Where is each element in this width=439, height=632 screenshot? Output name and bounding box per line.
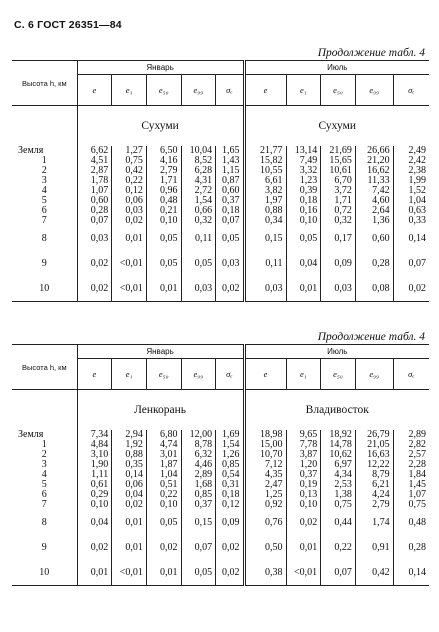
- table1-continuation-title: Продолжение табл. 4: [317, 47, 425, 59]
- value-cell: 26,66: [355, 146, 393, 156]
- height-cell: Земля: [18, 429, 44, 440]
- height-cell: 8: [41, 516, 47, 528]
- value-cell: 0,22: [146, 490, 181, 500]
- height-column-header: Высота h, км: [12, 345, 77, 390]
- value-cell: 0,07: [216, 216, 244, 226]
- value-cell: 1,23: [286, 176, 321, 186]
- value-cell: 0,15: [244, 226, 286, 251]
- value-cell: 1,68: [181, 480, 216, 490]
- value-cell: 0,03: [216, 251, 244, 276]
- value-cell: 2,82: [393, 440, 429, 450]
- value-cell: 0,02: [77, 535, 112, 560]
- value-cell: 10,04: [181, 146, 216, 156]
- value-cell: 6,61: [244, 176, 286, 186]
- table-row: [12, 176, 429, 186]
- value-cell: 0,21: [146, 206, 181, 216]
- value-cell: 4,34: [321, 470, 356, 480]
- subcolumn-header: e₅₀: [146, 359, 181, 390]
- subcolumn-header: σₑ: [393, 75, 429, 106]
- height-cell: 1: [41, 439, 47, 450]
- value-cell: 15,82: [244, 156, 286, 166]
- value-cell: 0,02: [112, 500, 147, 510]
- table-row: [12, 460, 429, 470]
- subcolumn-header: e₉₉: [181, 75, 216, 106]
- value-cell: 26,79: [355, 430, 393, 440]
- value-cell: 15,65: [321, 156, 356, 166]
- value-cell: 0,66: [181, 206, 216, 216]
- table-row: [12, 251, 429, 276]
- value-cell: 0,02: [286, 510, 321, 535]
- height-cell: 2: [41, 165, 47, 176]
- value-cell: 0,07: [181, 535, 216, 560]
- value-cell: 3,72: [321, 186, 356, 196]
- january-header: Январь: [77, 61, 244, 75]
- value-cell: 0,60: [77, 196, 112, 206]
- value-cell: 1,20: [286, 460, 321, 470]
- value-cell: 0,42: [355, 560, 393, 586]
- value-cell: 0,29: [77, 490, 112, 500]
- value-cell: 0,10: [286, 216, 321, 226]
- value-cell: 1,71: [321, 196, 356, 206]
- value-cell: 2,57: [393, 450, 429, 460]
- value-cell: 1,11: [77, 470, 112, 480]
- value-cell: 0,05: [181, 251, 216, 276]
- value-cell: 10,70: [244, 450, 286, 460]
- height-cell: 1: [41, 155, 47, 166]
- value-cell: 0,60: [216, 186, 244, 196]
- value-cell: 0,96: [146, 186, 181, 196]
- value-cell: 0,18: [216, 490, 244, 500]
- value-cell: 9,65: [286, 430, 321, 440]
- value-cell: 1,87: [146, 460, 181, 470]
- value-cell: 0,37: [286, 470, 321, 480]
- table-row: [12, 226, 429, 251]
- value-cell: 6,62: [77, 146, 112, 156]
- value-cell: 4,31: [181, 176, 216, 186]
- value-cell: 1,15: [216, 166, 244, 176]
- value-cell: 8,79: [355, 470, 393, 480]
- value-cell: 0,54: [216, 470, 244, 480]
- value-cell: 0,34: [244, 216, 286, 226]
- value-cell: 7,49: [286, 156, 321, 166]
- value-cell: 21,05: [355, 440, 393, 450]
- table-row: [12, 500, 429, 510]
- height-cell: 8: [41, 232, 47, 244]
- value-cell: 0,02: [112, 216, 147, 226]
- value-cell: 0,18: [216, 206, 244, 216]
- value-cell: 0,72: [321, 206, 356, 216]
- subcolumn-header: σₑ: [216, 75, 244, 106]
- height-cell: 6: [41, 205, 47, 216]
- value-cell: 0,85: [216, 460, 244, 470]
- height-cell: 5: [41, 479, 47, 490]
- value-cell: 1,43: [216, 156, 244, 166]
- value-cell: 4,51: [77, 156, 112, 166]
- height-cell: 4: [41, 185, 47, 196]
- value-cell: 0,63: [393, 206, 429, 216]
- value-cell: 0,48: [146, 196, 181, 206]
- value-cell: 4,46: [181, 460, 216, 470]
- table-row: [12, 470, 429, 480]
- subcolumn-header: e: [77, 75, 112, 106]
- subcolumn-header: e₁: [286, 359, 321, 390]
- value-cell: 3,82: [244, 186, 286, 196]
- table-row: [12, 166, 429, 176]
- value-cell: 3,87: [286, 450, 321, 460]
- value-cell: 0,02: [216, 276, 244, 302]
- height-cell: 7: [41, 499, 47, 510]
- subcolumn-header: e₅₀: [146, 75, 181, 106]
- subcolumn-header: e₅₀: [321, 75, 356, 106]
- value-cell: 2,89: [181, 470, 216, 480]
- value-cell: 0,50: [244, 535, 286, 560]
- value-cell: 4,84: [77, 440, 112, 450]
- value-cell: 0,08: [355, 276, 393, 302]
- value-cell: 0,02: [77, 251, 112, 276]
- value-cell: 1,26: [216, 450, 244, 460]
- value-cell: 2,49: [393, 146, 429, 156]
- value-cell: 0,07: [393, 251, 429, 276]
- value-cell: 2,38: [393, 166, 429, 176]
- subcolumn-header: e₁: [112, 359, 147, 390]
- value-cell: 0,03: [321, 276, 356, 302]
- subcolumn-header: e: [244, 359, 286, 390]
- value-cell: 1,38: [321, 490, 356, 500]
- value-cell: 0,05: [216, 226, 244, 251]
- value-cell: 1,04: [393, 196, 429, 206]
- height-cell: 7: [41, 215, 47, 226]
- value-cell: 2,94: [112, 430, 147, 440]
- value-cell: 8,78: [181, 440, 216, 450]
- value-cell: 6,97: [321, 460, 356, 470]
- value-cell: 0,01: [286, 276, 321, 302]
- value-cell: 0,88: [112, 450, 147, 460]
- value-cell: 6,32: [181, 450, 216, 460]
- table-row: [12, 480, 429, 490]
- value-cell: 0,09: [216, 510, 244, 535]
- value-cell: 12,00: [181, 430, 216, 440]
- value-cell: 0,31: [216, 480, 244, 490]
- value-cell: 2,89: [393, 430, 429, 440]
- value-cell: 7,12: [244, 460, 286, 470]
- value-cell: 12,22: [355, 460, 393, 470]
- value-cell: 1,78: [77, 176, 112, 186]
- city-label-january: Сухуми: [77, 106, 244, 147]
- value-cell: 3,32: [286, 166, 321, 176]
- table-row: [12, 535, 429, 560]
- value-cell: 0,01: [112, 510, 147, 535]
- value-cell: 0,38: [244, 560, 286, 586]
- value-cell: 10,61: [321, 166, 356, 176]
- value-cell: 0,19: [286, 480, 321, 490]
- value-cell: 0,10: [77, 500, 112, 510]
- value-cell: 0,92: [244, 500, 286, 510]
- value-cell: 18,92: [321, 430, 356, 440]
- value-cell: 18,98: [244, 430, 286, 440]
- value-cell: 0,17: [321, 226, 356, 251]
- value-cell: 0,03: [77, 226, 112, 251]
- value-cell: 0,33: [393, 216, 429, 226]
- height-column-header: Высота h, км: [12, 61, 77, 106]
- table-row: [12, 186, 429, 196]
- height-cell: 3: [41, 175, 47, 186]
- value-cell: 0,28: [393, 535, 429, 560]
- value-cell: 6,21: [355, 480, 393, 490]
- height-cell: 9: [41, 541, 47, 553]
- height-cell: 9: [41, 257, 47, 269]
- value-cell: 0,28: [77, 206, 112, 216]
- value-cell: 0,05: [146, 510, 181, 535]
- value-cell: 0,12: [216, 500, 244, 510]
- value-cell: 0,37: [181, 500, 216, 510]
- value-cell: 0,07: [77, 216, 112, 226]
- value-cell: 0,15: [181, 510, 216, 535]
- value-cell: 1,07: [393, 490, 429, 500]
- value-cell: 21,20: [355, 156, 393, 166]
- empty-cell: [12, 390, 77, 431]
- value-cell: 0,28: [355, 251, 393, 276]
- value-cell: 0,03: [181, 276, 216, 302]
- value-cell: 6,70: [321, 176, 356, 186]
- value-cell: <0,01: [286, 560, 321, 586]
- value-cell: 0,16: [286, 206, 321, 216]
- value-cell: 0,03: [244, 276, 286, 302]
- value-cell: 4,24: [355, 490, 393, 500]
- value-cell: 1,92: [112, 440, 147, 450]
- value-cell: 1,54: [181, 196, 216, 206]
- value-cell: 0,04: [112, 490, 147, 500]
- height-cell: 2: [41, 449, 47, 460]
- value-cell: 0,04: [77, 510, 112, 535]
- value-cell: 0,05: [146, 226, 181, 251]
- value-cell: 0,61: [77, 480, 112, 490]
- table-row: [12, 490, 429, 500]
- value-cell: 0,02: [146, 535, 181, 560]
- value-cell: 21,69: [321, 146, 356, 156]
- value-cell: 0,02: [216, 560, 244, 586]
- value-cell: <0,01: [112, 560, 147, 586]
- value-cell: 0,02: [393, 276, 429, 302]
- value-cell: 2,28: [393, 460, 429, 470]
- value-cell: 0,01: [146, 560, 181, 586]
- value-cell: 0,60: [355, 226, 393, 251]
- value-cell: <0,01: [112, 251, 147, 276]
- value-cell: 0,22: [321, 535, 356, 560]
- value-cell: 1,65: [216, 146, 244, 156]
- value-cell: 1,07: [77, 186, 112, 196]
- value-cell: 0,05: [146, 251, 181, 276]
- value-cell: 13,14: [286, 146, 321, 156]
- value-cell: 0,01: [112, 535, 147, 560]
- value-cell: 2,72: [181, 186, 216, 196]
- value-cell: 1,90: [77, 460, 112, 470]
- value-cell: 2,42: [393, 156, 429, 166]
- value-cell: 0,03: [112, 206, 147, 216]
- subcolumn-header: e₁: [112, 75, 147, 106]
- value-cell: 4,16: [146, 156, 181, 166]
- value-cell: 1,99: [393, 176, 429, 186]
- subcolumn-header: e₉₉: [181, 359, 216, 390]
- table1: [12, 60, 429, 302]
- subcolumn-header: e₁: [286, 75, 321, 106]
- value-cell: 0,05: [181, 560, 216, 586]
- value-cell: 0,05: [286, 226, 321, 251]
- empty-cell: [12, 106, 77, 147]
- value-cell: 0,35: [112, 460, 147, 470]
- value-cell: 3,01: [146, 450, 181, 460]
- table-row: [12, 196, 429, 206]
- value-cell: 10,62: [321, 450, 356, 460]
- value-cell: 4,74: [146, 440, 181, 450]
- height-cell: 5: [41, 195, 47, 206]
- value-cell: 0,76: [244, 510, 286, 535]
- value-cell: 10,55: [244, 166, 286, 176]
- height-cell: 10: [12, 276, 77, 302]
- city-label-january: Ленкорань: [77, 390, 244, 431]
- value-cell: 6,50: [146, 146, 181, 156]
- value-cell: 2,47: [244, 480, 286, 490]
- table-row: [12, 276, 429, 302]
- value-cell: 21,77: [244, 146, 286, 156]
- table-row: [12, 510, 429, 535]
- height-cell: 6: [41, 489, 47, 500]
- january-header: Январь: [77, 345, 244, 359]
- value-cell: 0,04: [286, 251, 321, 276]
- value-cell: 0,48: [393, 510, 429, 535]
- table-row: [12, 216, 429, 226]
- value-cell: 6,80: [146, 430, 181, 440]
- value-cell: 1,54: [216, 440, 244, 450]
- value-cell: 2,64: [355, 206, 393, 216]
- value-cell: 11,33: [355, 176, 393, 186]
- city-row: [12, 106, 429, 147]
- height-cell: 10: [12, 560, 77, 586]
- value-cell: 0,02: [216, 535, 244, 560]
- value-cell: 0,39: [286, 186, 321, 196]
- value-cell: 1,84: [393, 470, 429, 480]
- value-cell: 1,71: [146, 176, 181, 186]
- value-cell: 1,04: [146, 470, 181, 480]
- value-cell: 0,14: [393, 226, 429, 251]
- subcolumn-header: e₉₉: [355, 75, 393, 106]
- value-cell: 1,52: [393, 186, 429, 196]
- value-cell: 2,79: [146, 166, 181, 176]
- value-cell: 0,88: [244, 206, 286, 216]
- subcolumn-header: e: [244, 75, 286, 106]
- value-cell: 1,25: [244, 490, 286, 500]
- value-cell: 8,52: [181, 156, 216, 166]
- value-cell: 1,27: [112, 146, 147, 156]
- value-cell: 3,10: [77, 450, 112, 460]
- value-cell: 7,78: [286, 440, 321, 450]
- value-cell: 0,32: [321, 216, 356, 226]
- height-cell: 3: [41, 459, 47, 470]
- value-cell: 0,13: [286, 490, 321, 500]
- value-cell: 1,97: [244, 196, 286, 206]
- value-cell: 0,32: [181, 216, 216, 226]
- value-cell: 2,79: [355, 500, 393, 510]
- value-cell: 0,10: [146, 500, 181, 510]
- value-cell: 0,01: [286, 535, 321, 560]
- value-cell: 0,10: [146, 216, 181, 226]
- height-cell: 4: [41, 469, 47, 480]
- value-cell: <0,01: [112, 276, 147, 302]
- july-header: Июль: [244, 61, 429, 75]
- value-cell: 1,74: [355, 510, 393, 535]
- subcolumn-header: σₑ: [216, 359, 244, 390]
- value-cell: 0,11: [181, 226, 216, 251]
- value-cell: 16,62: [355, 166, 393, 176]
- subcolumn-header: σₑ: [393, 359, 429, 390]
- value-cell: 14,78: [321, 440, 356, 450]
- value-cell: 0,11: [244, 251, 286, 276]
- subcolumn-header: e: [77, 359, 112, 390]
- value-cell: 0,91: [355, 535, 393, 560]
- value-cell: 1,36: [355, 216, 393, 226]
- value-cell: 6,28: [181, 166, 216, 176]
- value-cell: 16,63: [355, 450, 393, 460]
- table-row: [12, 560, 429, 586]
- subcolumn-header: e₅₀: [321, 359, 356, 390]
- value-cell: 1,69: [216, 430, 244, 440]
- city-label-july: Сухуми: [244, 106, 429, 147]
- value-cell: 4,35: [244, 470, 286, 480]
- july-header: Июль: [244, 345, 429, 359]
- value-cell: 0,14: [393, 560, 429, 586]
- subcolumn-header: e₉₉: [355, 359, 393, 390]
- value-cell: 7,34: [77, 430, 112, 440]
- value-cell: 0,06: [112, 480, 147, 490]
- value-cell: 2,87: [77, 166, 112, 176]
- table2: [12, 344, 429, 586]
- value-cell: 0,75: [393, 500, 429, 510]
- value-cell: 0,07: [321, 560, 356, 586]
- value-cell: 0,01: [112, 226, 147, 251]
- city-row: [12, 390, 429, 431]
- value-cell: 0,14: [112, 470, 147, 480]
- value-cell: 4,60: [355, 196, 393, 206]
- value-cell: 0,85: [181, 490, 216, 500]
- table-row: [12, 206, 429, 216]
- value-cell: 0,06: [112, 196, 147, 206]
- value-cell: 0,01: [146, 276, 181, 302]
- value-cell: 0,01: [77, 560, 112, 586]
- page-header: С. 6 ГОСТ 26351—84: [14, 19, 122, 31]
- value-cell: 0,87: [216, 176, 244, 186]
- value-cell: 0,22: [112, 176, 147, 186]
- city-label-july: Владивосток: [244, 390, 429, 431]
- value-cell: 0,09: [321, 251, 356, 276]
- value-cell: 0,10: [286, 500, 321, 510]
- value-cell: 0,44: [321, 510, 356, 535]
- table2-continuation-title: Продолжение табл. 4: [317, 331, 425, 343]
- value-cell: 0,37: [216, 196, 244, 206]
- value-cell: 0,18: [286, 196, 321, 206]
- value-cell: 0,02: [77, 276, 112, 302]
- value-cell: 2,53: [321, 480, 356, 490]
- value-cell: 0,51: [146, 480, 181, 490]
- value-cell: 0,75: [112, 156, 147, 166]
- value-cell: 7,42: [355, 186, 393, 196]
- value-cell: 15,00: [244, 440, 286, 450]
- value-cell: 0,42: [112, 166, 147, 176]
- value-cell: 1,45: [393, 480, 429, 490]
- height-cell: Земля: [18, 145, 44, 156]
- value-cell: 0,12: [112, 186, 147, 196]
- value-cell: 0,75: [321, 500, 356, 510]
